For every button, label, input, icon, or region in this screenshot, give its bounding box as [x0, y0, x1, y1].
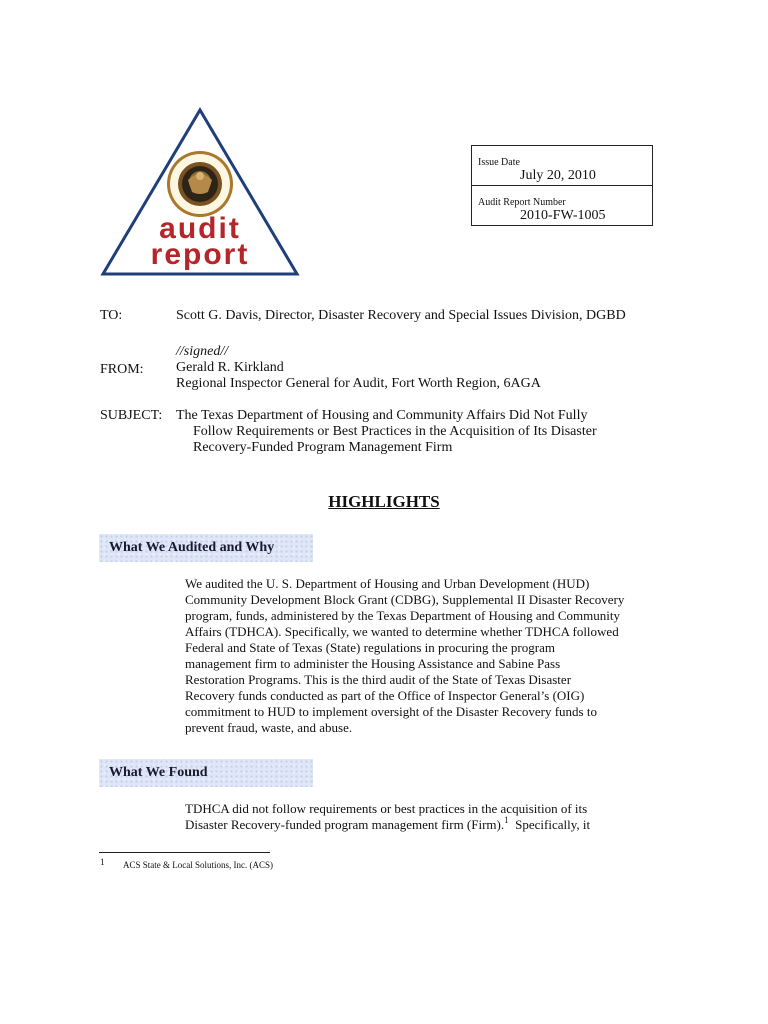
- logo-text-report: report: [150, 238, 250, 271]
- paragraph-line: commitment to HUD to implement oversight of the Disaster Recovery funds to: [185, 704, 597, 719]
- logo-graphic: [100, 106, 300, 278]
- to-label: TO:: [100, 308, 123, 323]
- from-name: Gerald R. Kirkland: [176, 360, 284, 375]
- paragraph-line: [185, 817, 655, 833]
- report-number-value: 2010-FW-1005: [520, 208, 606, 223]
- subject-label: SUBJECT:: [100, 408, 163, 423]
- from-title: Regional Inspector General for Audit, Fort Worth Region, 6AGA: [176, 376, 541, 391]
- issue-date-cell: [472, 146, 652, 186]
- highlights-title: HIGHLIGHTS: [328, 492, 440, 511]
- paragraph-line: Affairs (TDHCA). Specifically, we wanted to determine whether TDHCA followed: [185, 624, 619, 639]
- found-line2-start: Disaster Recovery-funded program management firm (Firm).: [185, 817, 505, 832]
- paragraph-line: Community Development Block Grant (CDBG), Supplemental II Disaster Recovery: [185, 592, 625, 607]
- paragraph-line: prevent fraud, waste, and abuse.: [185, 720, 353, 735]
- footnote-mark: 1: [100, 857, 105, 867]
- paragraph-line: program, funds, administered by the Texas Department of Housing and Community: [185, 608, 620, 623]
- audited-paragraph: [185, 576, 655, 736]
- subject-line: The Texas Department of Housing and Community Affairs Did Not Fully: [176, 408, 588, 423]
- oig-seal-icon: [167, 151, 233, 217]
- section-heading-found: What We Found: [99, 759, 313, 787]
- report-number-label: Audit Report Number: [478, 197, 566, 208]
- paragraph-line: management firm to administer the Housing Assistance and Sabine Pass: [185, 656, 561, 671]
- to-text: Scott G. Davis, Director, Disaster Recovery and Special Issues Division, DGBD: [176, 308, 626, 323]
- signature: //signed//: [176, 344, 229, 359]
- footnote-reference[interactable]: 1: [504, 815, 509, 825]
- report-number-cell: [472, 186, 652, 226]
- paragraph-line: Recovery funds conducted as part of the Office of Inspector General’s (OIG): [185, 688, 585, 703]
- footnote-divider: [99, 852, 270, 853]
- logo-text-audit: audit: [159, 212, 241, 245]
- subject-line: Recovery-Funded Program Management Firm: [193, 440, 453, 455]
- report-info-box: [471, 145, 653, 226]
- subject-text: [176, 408, 597, 456]
- from-label: FROM:: [100, 362, 144, 377]
- found-line2-end: Specifically, it: [508, 817, 591, 832]
- section-heading-audited: What We Audited and Why: [99, 534, 313, 562]
- issue-date-label: Issue Date: [478, 157, 520, 168]
- subject-line: Follow Requirements or Best Practices in the Acquisition of Its Disaster: [193, 424, 597, 439]
- paragraph-line: Federal and State of Texas (State) regulations in procuring the program: [185, 640, 555, 655]
- found-paragraph: [185, 801, 655, 833]
- audit-report-logo: [100, 106, 300, 278]
- footnote-text: ACS State & Local Solutions, Inc. (ACS): [123, 860, 273, 870]
- paragraph-line: Restoration Programs. This is the third audit of the State of Texas Disaster: [185, 672, 572, 687]
- issue-date-value: July 20, 2010: [520, 168, 596, 183]
- paragraph-line: We audited the U. S. Department of Housing and Urban Development (HUD): [185, 576, 590, 591]
- paragraph-line: TDHCA did not follow requirements or best practices in the acquisition of its: [185, 801, 588, 816]
